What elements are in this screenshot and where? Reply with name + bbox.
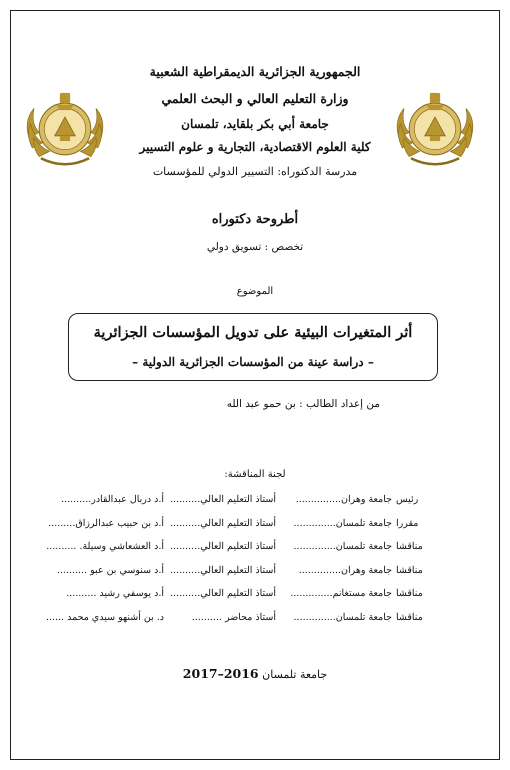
footer-year: 2016–2017 xyxy=(182,666,259,681)
member-role: مناقشا xyxy=(396,541,423,552)
member-university: جامعة تلمسان.............. xyxy=(293,541,392,552)
thesis-title-box xyxy=(68,313,438,381)
committee-list xyxy=(38,494,452,635)
member-name: أ.د يوسفي رشيد .......... xyxy=(66,588,164,599)
member-university: جامعة تلمسان.............. xyxy=(293,611,392,623)
member-role: رئيس xyxy=(396,494,419,505)
footer xyxy=(150,666,360,681)
thesis-type: أطروحة دكتوراه xyxy=(211,212,299,227)
prepared-by: من إعداد الطالب : بن حمو عبد الله xyxy=(226,398,380,410)
committee-row xyxy=(38,494,452,518)
committee-row xyxy=(38,612,452,636)
faculty-heading: كلية العلوم الاقتصادية، التجارية و علوم التسيير xyxy=(139,140,371,154)
member-name: أ.د العشعاشي وسيلة. .......... xyxy=(46,541,164,552)
republic-heading: الجمهورية الجزائرية الديمقراطية الشعبية xyxy=(149,64,361,79)
member-role: مناقشا xyxy=(396,588,423,599)
thesis-subtitle: – دراسة عينة من المؤسسات الجزائرية الدولية – xyxy=(132,355,374,369)
university-heading: جامعة أبي بكر بلقايد، تلمسان xyxy=(181,117,329,131)
subject-label: الموضوع xyxy=(236,286,274,297)
committee-row xyxy=(38,565,452,589)
footer-university: جامعة تلمسان xyxy=(262,668,328,681)
member-role: مقررا xyxy=(396,517,419,529)
member-role: مناقشا xyxy=(396,611,423,623)
member-rank: أستاذ التعليم العالي.......... xyxy=(170,517,276,529)
member-rank: أستاذ التعليم العالي.......... xyxy=(170,564,276,576)
member-name: د. بن أشنهو سيدي محمد ...... xyxy=(45,611,164,623)
member-university: جامعة وهران.............. xyxy=(298,564,392,576)
member-rank: أستاذ التعليم العالي.......... xyxy=(170,588,276,599)
member-name: أ.د بن حبيب عبدالرزاق......... xyxy=(48,517,164,529)
member-rank: أستاذ محاضر .......... xyxy=(191,611,276,623)
university-seal-icon xyxy=(22,86,108,172)
member-name: أ.د سنوسي بن عبو .......... xyxy=(56,564,164,576)
member-rank: أستاذ التعليم العالي.......... xyxy=(170,541,276,552)
doctoral-school-heading: مدرسة الدكتوراه: التسيير الدولي للمؤسسات xyxy=(152,165,358,178)
member-university: جامعة تلمسان.............. xyxy=(293,517,392,529)
thesis-specialty: تخصص : تسويق دولي xyxy=(206,241,304,253)
member-rank: أستاذ التعليم العالي.......... xyxy=(170,494,276,505)
committee-row xyxy=(38,588,452,612)
committee-label: لجنة المناقشة: xyxy=(224,469,286,480)
member-university: جامعة وهران............... xyxy=(295,494,392,505)
thesis-title: أثر المتغيرات البيئية على تدويل المؤسسات الجزائرية xyxy=(93,324,413,341)
ministry-heading: وزارة التعليم العالي و البحث العلمي xyxy=(161,91,349,106)
member-role: مناقشا xyxy=(396,564,423,576)
committee-row xyxy=(38,518,452,542)
member-name: أ.د دربال عبدالقادر.......... xyxy=(61,494,164,505)
committee-row xyxy=(38,541,452,565)
member-university: جامعة مستغانم.............. xyxy=(290,588,392,599)
university-seal-icon xyxy=(392,86,478,172)
